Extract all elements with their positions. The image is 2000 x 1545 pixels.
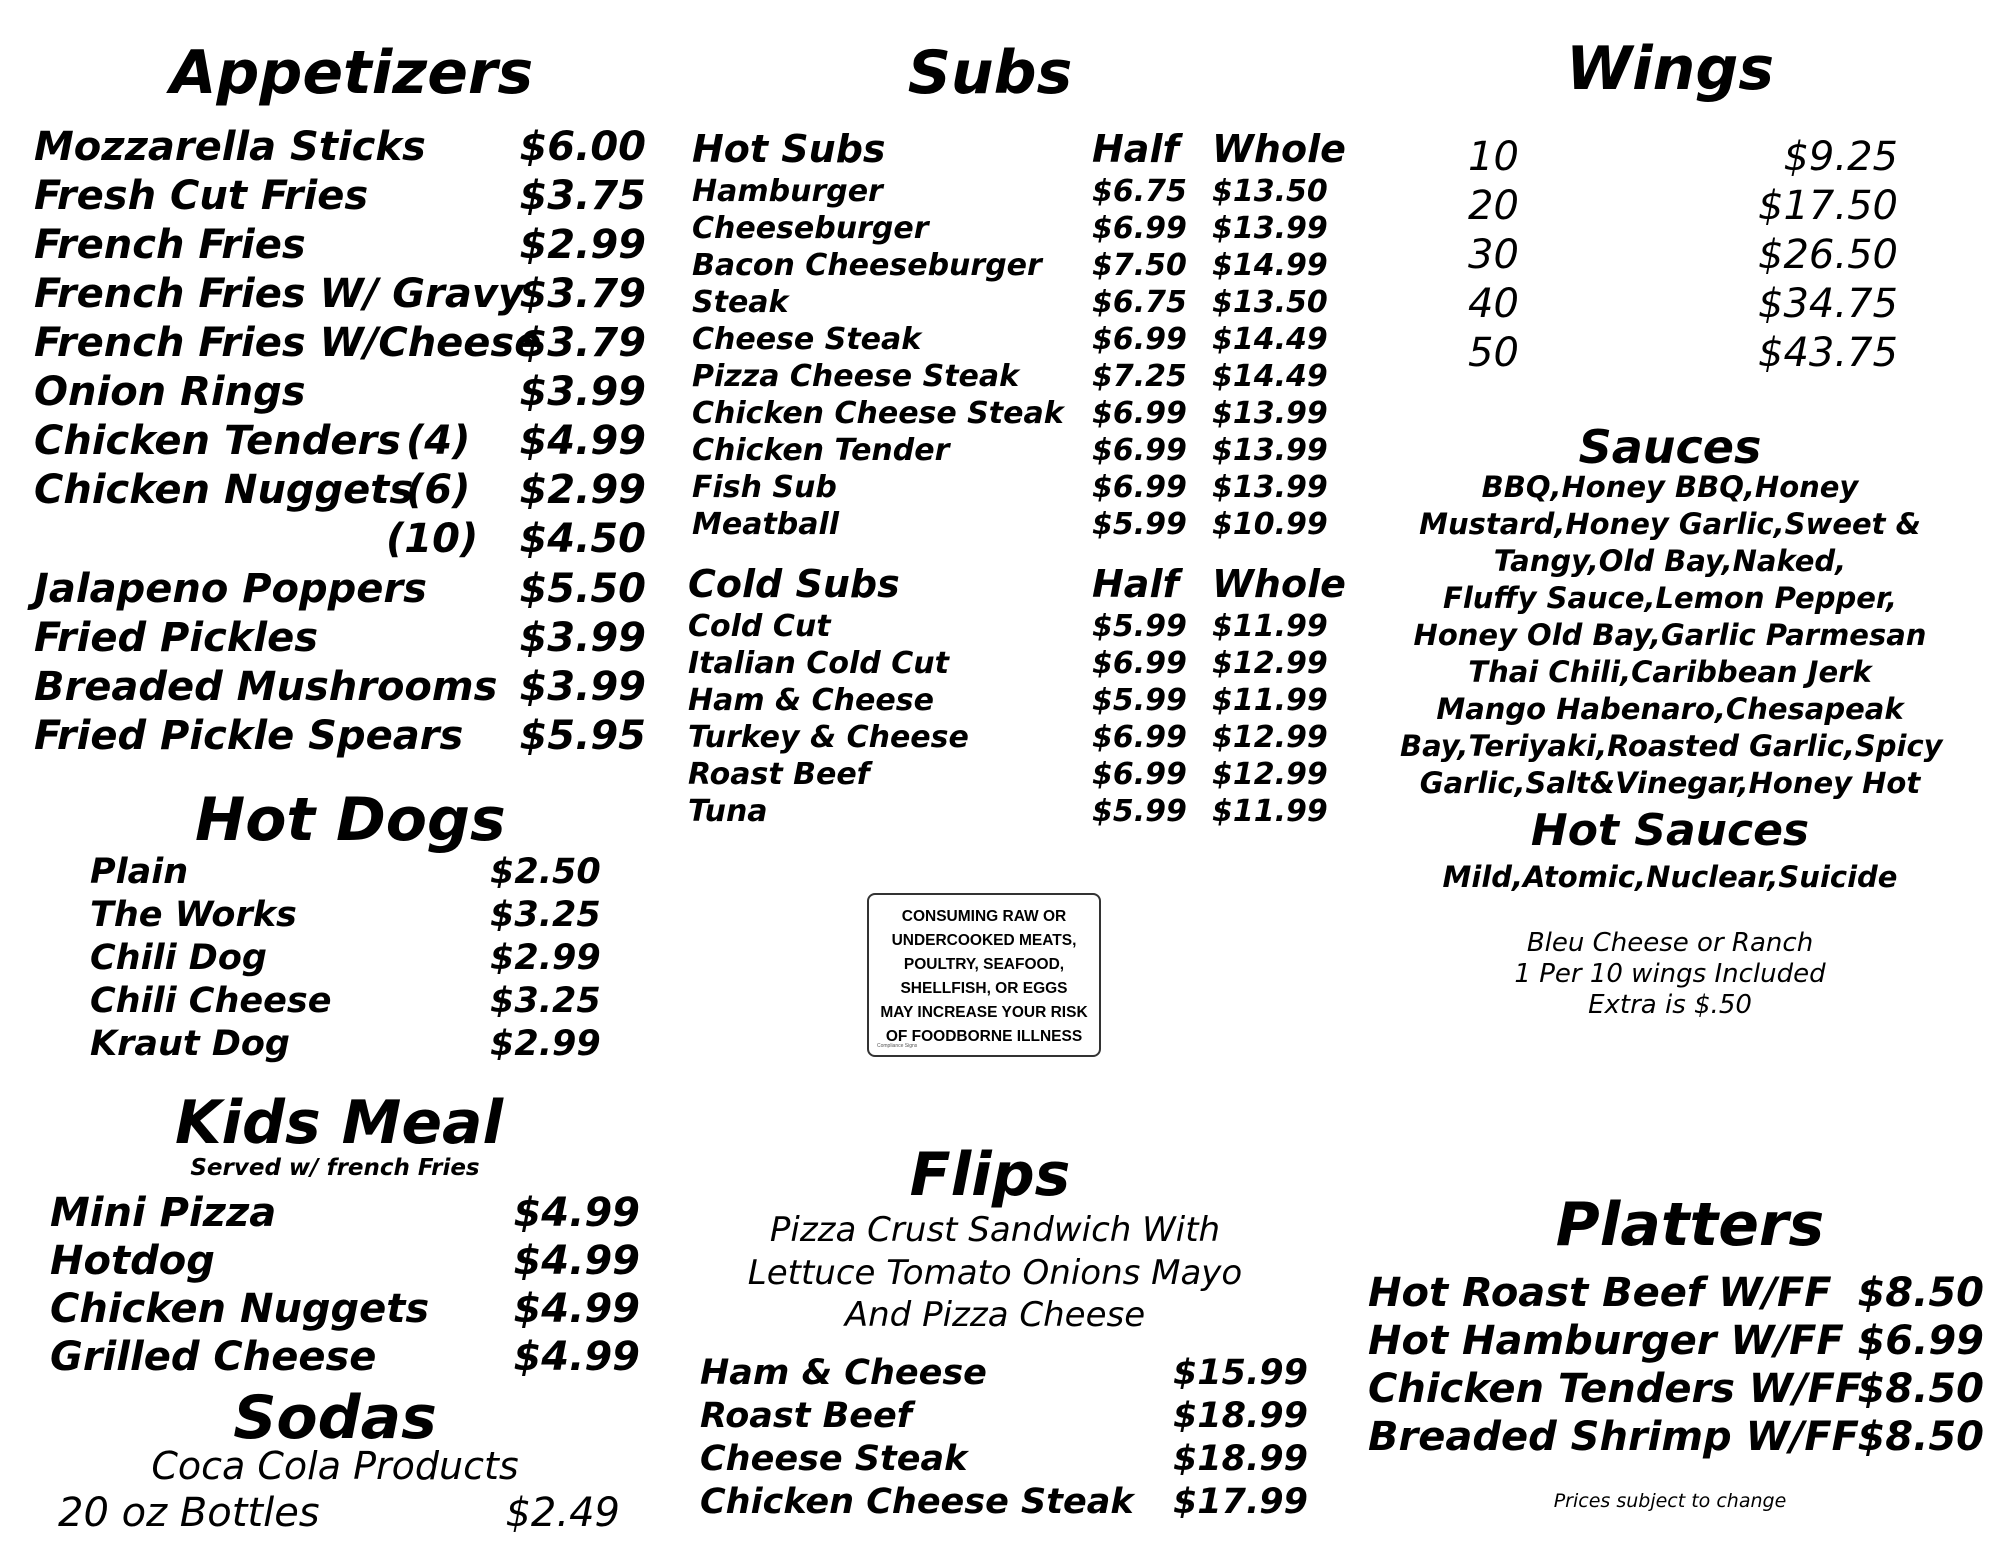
- sub-row: [688, 683, 1328, 720]
- item-name: Ham & Cheese: [700, 1353, 987, 1393]
- item-price: $8.50: [1857, 1366, 1984, 1412]
- warning-line: UNDERCOOKED MEATS,: [891, 932, 1077, 949]
- flips-title: Flips: [909, 1140, 1071, 1210]
- wings-title: Wings: [1565, 34, 1775, 104]
- flips-description-line: Lettuce Tomato Onions Mayo: [747, 1253, 1243, 1293]
- item-name: Breaded Shrimp W/FF: [1368, 1414, 1859, 1460]
- item-name: Hot Hamburger W/FF: [1368, 1318, 1844, 1364]
- menu-item: [34, 566, 646, 614]
- item-name: Plain: [90, 852, 189, 892]
- menu-item: [34, 320, 646, 368]
- whole-price: $14.99: [1212, 248, 1328, 283]
- item-qty: (6): [406, 467, 471, 513]
- item-price: $4.99: [519, 418, 646, 464]
- warning-line: MAY INCREASE YOUR RISK: [880, 1004, 1088, 1021]
- menu-item: [90, 852, 600, 895]
- item-price: $3.25: [490, 981, 601, 1021]
- whole-price: $13.99: [1212, 396, 1328, 431]
- sauce-line: BBQ,Honey BBQ,Honey: [1481, 470, 1859, 504]
- menu-item: [1368, 1318, 1984, 1366]
- half-price: $6.75: [1092, 285, 1187, 320]
- item-name: Chili Cheese: [90, 981, 332, 1021]
- cold-subs-title: Cold Subs: [688, 562, 900, 606]
- whole-price: $14.49: [1212, 359, 1328, 394]
- wing-count: 10: [1468, 134, 1519, 180]
- item-price: $4.50: [519, 516, 646, 562]
- sub-row: [692, 433, 1332, 470]
- menu-item: [90, 981, 600, 1024]
- item-name: Fried Pickle Spears: [34, 713, 464, 759]
- menu-item: [34, 124, 646, 172]
- hot-sauces-list: Mild,Atomic,Nuclear,Suicide: [1442, 860, 1898, 894]
- item-name: Breaded Mushrooms: [34, 664, 498, 710]
- sub-row: [688, 609, 1328, 646]
- warning-line: CONSUMING RAW OR: [901, 908, 1067, 925]
- item-price: $6.99: [1857, 1318, 1984, 1364]
- sauce-line: Mustard,Honey Garlic,Sweet &: [1419, 507, 1921, 541]
- half-price: $5.99: [1092, 794, 1187, 829]
- item-price: $3.99: [519, 369, 646, 415]
- sub-name: Ham & Cheese: [688, 683, 934, 718]
- flips-description-line: And Pizza Cheese: [844, 1295, 1146, 1335]
- food-safety-warning: [867, 893, 1101, 1057]
- sub-name: Meatball: [692, 507, 840, 542]
- item-name: The Works: [90, 895, 297, 935]
- menu-item: [1468, 183, 1898, 231]
- item-price: $17.50: [1758, 183, 1898, 229]
- half-price: $6.75: [1092, 174, 1187, 209]
- item-price: $9.25: [1783, 134, 1898, 180]
- item-name: Onion Rings: [34, 369, 306, 415]
- wing-count: 20: [1468, 183, 1519, 229]
- item-price: $3.99: [519, 615, 646, 661]
- menu-item: [50, 1286, 640, 1334]
- item-price: $3.75: [519, 173, 646, 219]
- item-name: Chicken Cheese Steak: [700, 1482, 1134, 1522]
- item-price: $4.99: [513, 1238, 640, 1284]
- sub-row: [692, 470, 1332, 507]
- menu-item: [34, 418, 646, 466]
- item-price: $4.99: [513, 1286, 640, 1332]
- menu-item: [34, 271, 646, 319]
- flips-description-line: Pizza Crust Sandwich With: [769, 1210, 1221, 1250]
- platters-title: Platters: [1555, 1190, 1825, 1260]
- sub-row: [692, 396, 1332, 433]
- whole-price: $11.99: [1212, 683, 1328, 718]
- menu-item: [34, 713, 646, 761]
- sub-name: Steak: [692, 285, 789, 320]
- sub-name: Cold Cut: [688, 609, 831, 644]
- sauce-line: Garlic,Salt&Vinegar,Honey Hot: [1419, 766, 1921, 800]
- item-name: Fresh Cut Fries: [34, 173, 369, 219]
- item-name: Fried Pickles: [34, 615, 319, 661]
- menu-item: [34, 467, 646, 515]
- item-price: $3.25: [490, 895, 601, 935]
- item-price: $5.50: [519, 566, 646, 612]
- cold-subs-header: [688, 562, 1346, 610]
- item-price: $2.50: [490, 852, 601, 892]
- sauce-line: Bay,Teriyaki,Roasted Garlic,Spicy: [1400, 729, 1943, 763]
- menu-item: [34, 222, 646, 270]
- half-price: $6.99: [1092, 433, 1187, 468]
- half-price: $7.25: [1092, 359, 1187, 394]
- half-price: $5.99: [1092, 609, 1187, 644]
- item-name: Jalapeno Poppers: [34, 566, 427, 612]
- sub-row: [688, 646, 1328, 683]
- item-name: Chicken Tenders W/FF: [1368, 1366, 1863, 1412]
- dressing-line: Extra is $.50: [1588, 990, 1752, 1020]
- item-qty: (10): [386, 516, 479, 562]
- sub-row: [692, 322, 1332, 359]
- whole-price: $12.99: [1212, 646, 1328, 681]
- half-price: $7.50: [1092, 248, 1187, 283]
- sauce-line: Thai Chili,Caribbean Jerk: [1468, 655, 1872, 689]
- item-name: Chicken Nuggets: [50, 1286, 430, 1332]
- sodas-subtitle: Coca Cola Products: [151, 1444, 519, 1488]
- sub-row: [688, 720, 1328, 757]
- menu-item: [90, 1024, 600, 1067]
- sauce-line: Honey Old Bay,Garlic Parmesan: [1413, 618, 1927, 652]
- sub-row: [692, 174, 1332, 211]
- sub-name: Pizza Cheese Steak: [692, 359, 1020, 394]
- sub-name: Hamburger: [692, 174, 883, 209]
- item-name: Cheese Steak: [700, 1439, 968, 1479]
- half-price: $6.99: [1092, 646, 1187, 681]
- whole-price: $13.50: [1212, 285, 1328, 320]
- whole-price: $10.99: [1212, 507, 1328, 542]
- menu-item: [1368, 1366, 1984, 1414]
- whole-price: $13.99: [1212, 433, 1328, 468]
- whole-price: $11.99: [1212, 794, 1328, 829]
- warning-line: POULTRY, SEAFOOD,: [903, 956, 1065, 973]
- item-price: $15.99: [1172, 1353, 1308, 1393]
- item-price: $34.75: [1758, 281, 1898, 327]
- wing-count: 40: [1468, 281, 1519, 327]
- menu-item: [1468, 232, 1898, 280]
- half-price: $6.99: [1092, 757, 1187, 792]
- sub-name: Chicken Tender: [692, 433, 950, 468]
- item-price: $2.99: [490, 1024, 601, 1064]
- sauce-line: Tangy,Old Bay,Naked,: [1493, 544, 1847, 578]
- whole-price: $13.50: [1212, 174, 1328, 209]
- menu-item: [34, 664, 646, 712]
- half-header: Half: [1092, 562, 1180, 606]
- item-name: French Fries W/ Gravy: [34, 271, 524, 317]
- menu-item: [1468, 134, 1898, 182]
- whole-price: $13.99: [1212, 211, 1328, 246]
- item-name: 20 oz Bottles: [58, 1490, 320, 1536]
- item-name: French Fries: [34, 222, 306, 268]
- menu-item: [1368, 1414, 1984, 1462]
- sub-row: [692, 359, 1332, 396]
- menu-item: [700, 1396, 1308, 1439]
- sub-row: [692, 211, 1332, 248]
- menu-item: [90, 895, 600, 938]
- item-price: $18.99: [1172, 1439, 1308, 1479]
- item-name: French Fries W/Cheese: [34, 320, 542, 366]
- sauce-line: Mango Habenaro,Chesapeak: [1436, 692, 1904, 726]
- dressing-line: 1 Per 10 wings Included: [1514, 959, 1826, 989]
- menu-item: [90, 938, 600, 981]
- whole-header: Whole: [1212, 127, 1346, 171]
- item-price: $2.99: [519, 222, 646, 268]
- item-price: $8.50: [1857, 1270, 1984, 1316]
- item-qty: (4): [406, 418, 471, 464]
- menu-item: [50, 1238, 640, 1286]
- item-name: Kraut Dog: [90, 1024, 290, 1064]
- item-price: $18.99: [1172, 1396, 1308, 1436]
- sub-name: Chicken Cheese Steak: [692, 396, 1064, 431]
- sub-name: Tuna: [688, 794, 768, 829]
- wing-count: 30: [1468, 232, 1519, 278]
- wing-count: 50: [1468, 330, 1519, 376]
- item-name: Roast Beef: [700, 1396, 912, 1436]
- menu-item: [1468, 281, 1898, 329]
- sub-name: Cheese Steak: [692, 322, 922, 357]
- appetizers-title: Appetizers: [170, 38, 534, 108]
- menu-item: [58, 1490, 620, 1536]
- item-price: $17.99: [1172, 1482, 1308, 1522]
- item-price: $26.50: [1758, 232, 1898, 278]
- sub-row: [692, 507, 1332, 544]
- price-disclaimer: Prices subject to change: [1553, 1490, 1787, 1512]
- menu-item: [50, 1334, 640, 1382]
- item-price: $2.49: [505, 1490, 620, 1536]
- item-name: Chili Dog: [90, 938, 267, 978]
- sub-row: [692, 248, 1332, 285]
- dressing-line: Bleu Cheese or Ranch: [1526, 928, 1814, 958]
- whole-price: $12.99: [1212, 720, 1328, 755]
- item-price: $3.99: [519, 664, 646, 710]
- item-name: Hot Roast Beef W/FF: [1368, 1270, 1832, 1316]
- whole-header: Whole: [1212, 562, 1346, 606]
- subs-title: Subs: [907, 38, 1073, 108]
- sub-name: Italian Cold Cut: [688, 646, 949, 681]
- whole-price: $12.99: [1212, 757, 1328, 792]
- sub-row: [692, 285, 1332, 322]
- hot-subs-header: [692, 127, 1346, 175]
- item-price: $5.95: [519, 713, 646, 759]
- item-price: $43.75: [1758, 330, 1898, 376]
- sub-name: Cheeseburger: [692, 211, 929, 246]
- menu-item: [50, 1190, 640, 1238]
- item-price: $3.79: [519, 320, 646, 366]
- whole-price: $11.99: [1212, 609, 1328, 644]
- item-price: $6.00: [519, 124, 646, 170]
- sauce-line: Fluffy Sauce,Lemon Pepper,: [1443, 581, 1897, 615]
- warning-fine-print: Compliance Signs: [877, 1043, 918, 1049]
- item-price: $4.99: [513, 1190, 640, 1236]
- half-price: $6.99: [1092, 396, 1187, 431]
- item-name: Chicken Nuggets: [34, 467, 414, 513]
- warning-line: OF FOODBORNE ILLNESS: [885, 1028, 1083, 1045]
- kids-meal-title: Kids Meal: [175, 1088, 504, 1158]
- hot-dogs-title: Hot Dogs: [195, 785, 506, 855]
- half-header: Half: [1092, 127, 1180, 171]
- half-price: $5.99: [1092, 507, 1187, 542]
- hot-subs-title: Hot Subs: [692, 127, 886, 171]
- item-price: $2.99: [490, 938, 601, 978]
- menu-item: [34, 615, 646, 663]
- item-price: $4.99: [513, 1334, 640, 1380]
- whole-price: $14.49: [1212, 322, 1328, 357]
- menu-item: [700, 1353, 1308, 1396]
- sub-name: Turkey & Cheese: [688, 720, 969, 755]
- item-price: $3.79: [519, 271, 646, 317]
- sub-name: Bacon Cheeseburger: [692, 248, 1042, 283]
- item-price: $2.99: [519, 467, 646, 513]
- half-price: $6.99: [1092, 720, 1187, 755]
- sauces-title: Sauces: [1578, 420, 1762, 474]
- sub-row: [688, 794, 1328, 831]
- menu-item: [1368, 1270, 1984, 1318]
- menu-item: [700, 1439, 1308, 1482]
- half-price: $5.99: [1092, 683, 1187, 718]
- menu-item: [700, 1482, 1308, 1525]
- menu-item: [34, 516, 646, 564]
- sub-name: Roast Beef: [688, 757, 870, 792]
- item-name: Hotdog: [50, 1238, 215, 1284]
- warning-line: SHELLFISH, OR EGGS: [900, 980, 1068, 997]
- menu-item: [34, 369, 646, 417]
- sub-row: [688, 757, 1328, 794]
- item-name: Grilled Cheese: [50, 1334, 377, 1380]
- menu-item: [1468, 330, 1898, 378]
- half-price: $6.99: [1092, 211, 1187, 246]
- menu-item: [34, 173, 646, 221]
- sodas-title: Sodas: [233, 1383, 437, 1453]
- sub-name: Fish Sub: [692, 470, 837, 505]
- item-name: Mozzarella Sticks: [34, 124, 426, 170]
- hot-sauces-title: Hot Sauces: [1530, 805, 1810, 856]
- item-name: Mini Pizza: [50, 1190, 277, 1236]
- item-price: $8.50: [1857, 1414, 1984, 1460]
- whole-price: $13.99: [1212, 470, 1328, 505]
- item-name: Chicken Tenders: [34, 418, 401, 464]
- half-price: $6.99: [1092, 322, 1187, 357]
- kids-meal-subtitle: Served w/ french Fries: [190, 1155, 480, 1181]
- half-price: $6.99: [1092, 470, 1187, 505]
